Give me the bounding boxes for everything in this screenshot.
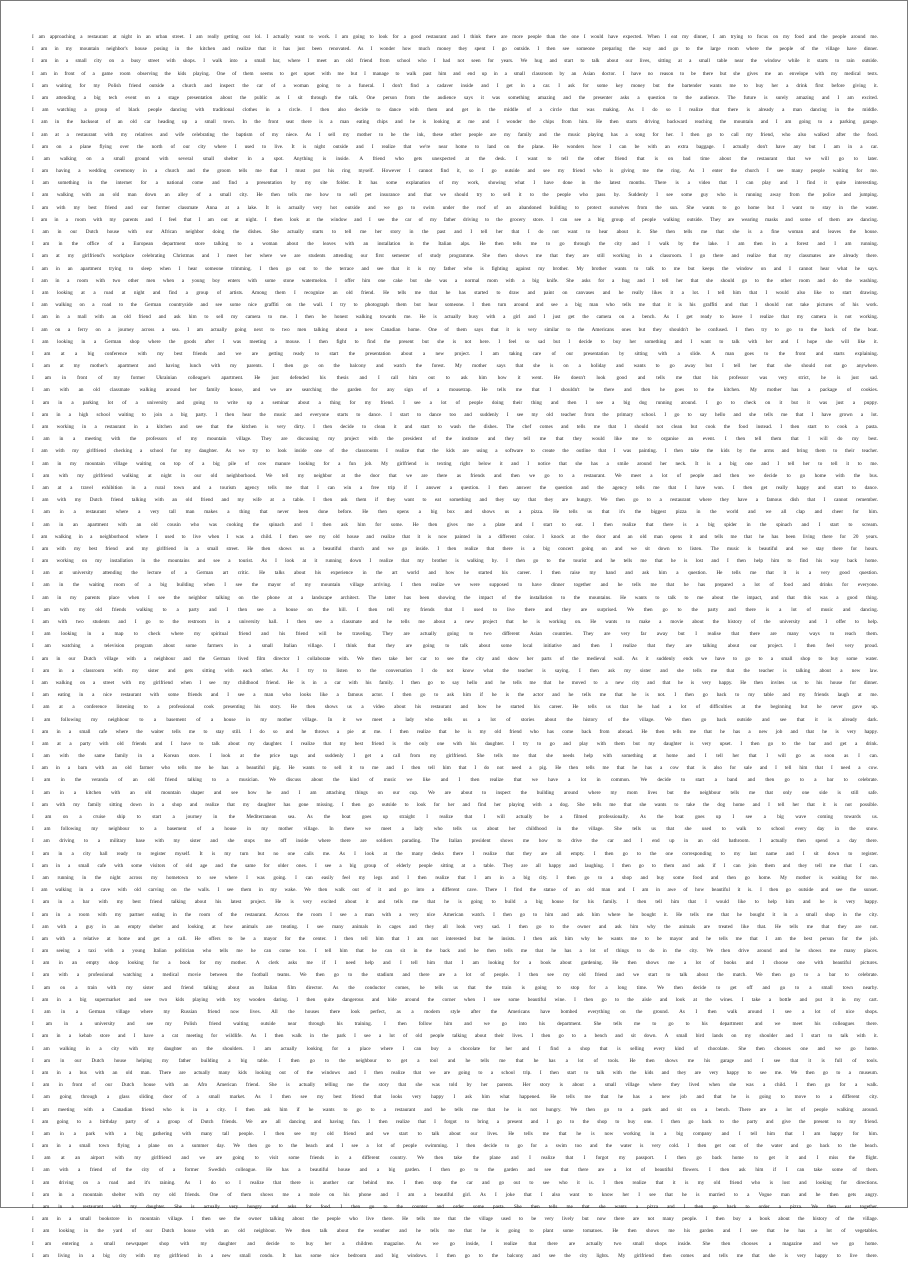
text-line: I am in a room with my parents and I feel that I am out at night. I then look at the window and I see the car of my father driving to the grocery store. I can see a big group of people walking outside. They are wearing masks and some of them are dancing. (32, 216, 878, 223)
text-line: I am waiting for my Polish friend outside a church and inspect the car of a woman going to a funeral. I don't find a cadaver inside and I get in a car. I ask for some key money but the bartender wants me to buy her a drink first before giving it. (32, 82, 878, 89)
text-line: I am in our Dutch house with our African neighbor doing the dishes. She actually starts to tell me her story in the past and I tell her that I do not want to hear about it. She then tells me that she is a fine woman and leaves the house. (32, 229, 878, 235)
text-line: I am in the backseat of an old car heading up a small town. In the front seat there is a man eating chips and he is looking at me and I wonder the chips from him. He then starts driving backward reaching the mountain and I am going to a parking garage. (32, 119, 878, 126)
text-line: I am on a train with my sister and friend talking about an Italian film director. As the conductor comes, he tells us that the train is going to stop for a long time. We then decide to get off and go to a small town nearby. (32, 984, 878, 991)
text-line: I am with my best friend and our former classmate Anna at a lake. It is actually very hot outside and we go to swim under the roof of an abandoned building to protect ourselves from the sun. She wants to go home but I want to stay in the water. (32, 204, 878, 211)
text-line: I am looking in a German shop where the goods after I was meeting a mouse. I then fight to find the present but she is not here. I feel so sad but I decide to buy her something and I want to talk with her and I hope she will like it. (32, 338, 878, 345)
text-line: I am in front of a game room observing the kids playing. One of them seems to get upset with me but I manage to walk past him and end up in a small classroom by an Asian doctor. I have no reason to be there but she gives me an envelope with my medical tests. (32, 70, 878, 77)
text-line: I am watching a television program about some farmers in a small Italian village. I think that they are going to talk about some local initiative and then I realize that they are talking about our project. I then feel very proud. (32, 643, 878, 650)
text-line: I am in an apartment with an old cousin who was cooking the spinach and I then ask him for some. He then gives me a plate and I start to eat. I then realize that there is a big spider in the spinach and I start to scream. (32, 521, 878, 528)
text-line: I am in a restaurant with my daughter. She is actually very hungry and asks for food. I then go to the counter and order some pasta. She then tells me that she wants a pizza and I then go back to order a pizza. We then eat together. (32, 1204, 878, 1210)
text-line: I am with a friend of the city of a former Swedish colleague. He has a beautiful house and a big garden. I then go to the garden and see that there are a lot of beautiful flowers. I then ask him if I can take some of them. (32, 1167, 878, 1174)
text-line: I am on a ferry on a journey across a sea. I am actually going next to two men talking about a new Canadian home. One of them says that it is very similar to the Americans ones but they shouldn't be confused. I then try to go to the back of the boat. (32, 326, 878, 333)
text-line: I am attending a big tech event on a stage presentation about the public as I sit through the talk. One person from the audience says it was something amazing and the presenter asks a question to the audience. The future is surely amazing and I am excited. (32, 94, 878, 101)
text-line: I am in a German village where my Russian friend now lives. All the houses there look perfect, as a modern style after the Americans have bombed everything on the ground. As I then walk around I see a lot of nice shops. (32, 1009, 878, 1015)
text-line: I am following my neighbour to a basement of a house in my mother village. In there we meet a lady who tells us about her childhood in the village. She tells us that she used to walk to school every day in the snow. (32, 826, 878, 833)
text-line: I am with my old friends walking to a party and I then see a house on the hill. I then tell my friends that I used to live there and they are surprised. We then go to the party and there is a lot of music and dancing. (32, 606, 878, 613)
text-line: I am on a cruise ship to start a journey in the Mediterranean sea. As the boat goes up straight I realize that I will actually be a filmed professionally. As the boat goes up I see a big wave coming towards us. (32, 814, 878, 820)
text-line: I am walking in a city with my daughter on the shoulders. I am actually looking for a place where I can buy a chocolate for her and I find a shop that is selling every kind of chocolate. She then chooses one and we go home. (32, 1045, 878, 1052)
text-line: I am in a room with my partner eating in the room of the restaurant. Across the room I see a man with a very nice American watch. I then go to him and ask him where he bought it. He tells me that he bought it in a small shop in the city. (32, 911, 878, 918)
text-line: I am entering a small newspaper shop with my daughter and decide to buy her a children magazine. As we go inside, I realize that there are actually two small shops inside. She then chooses a magazine and we go home. (32, 1240, 878, 1247)
text-line: I am in an empty shop looking for a book for my mother. A clerk asks me if I need help and I tell him that I am looking for a book about gardening. He then shows me a lot of books and I choose one with beautiful pictures. (32, 960, 878, 967)
text-line: I am in my mountain village waiting on top of a big pile of cow manure looking for a fun job. My girlfriend is texting right below it and I notice that she has a smile around her neck. It is a big one and I tell her to tell it to me. (32, 460, 878, 467)
text-line: I am in a small city on a busy street with shops. I walk into a small bar, where I meet an old friend from school who I had not seen for years. We hug and start to talk about our lives, sitting at a small table near the window while it starts to rain outside. (32, 58, 878, 65)
text-line: I am in a kitchen with an old mountain shaper and see how he and I am attaching things on our cup. We are about to inspect the building around where my mom lives but the neighbour tells me that only one side is still safe. (32, 789, 878, 796)
text-line: I am with the same family in a Korean store. I look at the price tags and suddenly I get a call from my girlfriend. She tells me that she needs help with something at home and I tell her that I will go as soon as I can. (32, 753, 878, 760)
text-line: I am with two students and I go to the restroom in a university hall. I then see a classmate and he tells me about a new project that he is working on. He wants to make a movie about the history of the university and I offer to help. (32, 619, 878, 625)
text-line: I am with my family sitting down in a shop and realize that my daughter has gone missing. I then go outside to look for her and find her playing with a dog. She tells me that she wants to take the dog home and I tell her that it is not possible. (32, 801, 878, 808)
text-line: I am walking with an old man down an alley of a small city. He then tells me how to sell pet insurance and that we should try to sell it to the people who pass by. Suddenly I see some guy who is running away from the police and jumping. (32, 192, 878, 199)
text-line: I am in a restaurant where a very tall man makes a thing that never been done before. He then opens a big box and shows us a pizza. He tells us that it's the biggest pizza in the world and we all clap and cheer for him. (32, 509, 878, 516)
text-line: I am at university attending the lecture of a German art critic. He talks about his experience in the art world and how he started his career. I then raise my hand and ask him a question. He tells me that it is a very good question. (32, 570, 878, 577)
text-line: I am in the office of a European department store talking to a woman about the leaves with an installation in the Italian alps. He then tells me to go through the city and I walk by the lake. I am then in a forest and I am running. (32, 241, 878, 248)
text-line: I am in a big supermarket and see two kids playing with toy wooden daring. I then quite dangerous and hide around the corner when I see some beautiful wine. I then go to the aisle and look at the wines. I take a bottle and put it in my cart. (32, 996, 878, 1003)
text-line: I am looking in the yard of our Dutch house with an old neighbour. We then talk about the weather and he tells me that he is going to plant some tomatoes. He then shows me his garden and I see that he has a lot of vegetables. (32, 1228, 878, 1235)
text-line: I am with my best friend and my girlfriend in a small street. He then shows us a beautiful church and we go inside. I then realize that there is a big concert going on and we sit down to listen. The music is beautiful and we stay there for hours. (32, 545, 878, 552)
text-line: I am with an old classmate walking around her family house, and we are searching the garden for any sign of a mousetrap. He tells me that I shouldn't be there and then he goes to the kitchen. My mother has a package of cookies. (32, 387, 878, 394)
text-line: I am in a park with a big gathering with many tall people. I then see my old friend and we start to talk about our lives. He tells me that he is now working in a big company and I tell him that I am happy for him. (32, 1130, 878, 1137)
text-line: I am at my girlfriend's workplace celebrating Christmas and I meet her where we are students attending our first semester of study programme. She then shows me that they are still working in a classroom. I go there and realize that my classmates are already there. (32, 253, 878, 260)
text-line: I am with a relative at home and get a call. He offers to be a mayor for the center. I then tell him that I am not interested but he insists. I then ask him why he wants me to be mayor and he tells me that I am the best person for the job. (32, 935, 878, 942)
text-line: I am in a mall with an old friend and ask him to sell my camera to me. I then be honest walking towards me. He is actually busy with a girl and I just get the camera on a bench. As I get ready to leave I realize that my camera is not working. (32, 314, 878, 321)
text-line: I am in a classroom with my sister and gets sitting with each other. As I try to listen to the conversation I do not know what the teacher is saying. I then ask my sister and she tells me that the teacher is talking about a new law. (32, 667, 878, 674)
text-line: I am walking on a road to the German countryside and see some nice graffiti on the wall. I try to photograph them but hear someone. I then turn around and see a big man who tells me that it is his graffiti and that I should not take pictures of his work. (32, 302, 878, 309)
text-line: I am in a room with two other men when a young boy enters with some stone watermelon. I offer him one cake but she was a normal mom with a big knife. She asks for a hug and I tell her that she should go to the other room and do the washing. (32, 277, 878, 284)
text-line: I am in my mountain neighbor's house posing in the kitchen and realize that it has just been renovated. As I wonder how much money they spent I go outside. I then see someone preparing the way and go to the large room where the people of the village have dinner. (32, 46, 878, 53)
text-line: I am at an airport with my girlfriend and we are going to visit some friends in a different country. We then take the plane and I realize that I forgot my passport. I then go back home to get it and I miss the flight. (32, 1155, 878, 1162)
text-line: I am in front of my former Ukrainian colleague's apartment. He just defended his thesis and I call him out to ask him how it went. He doesn't look good and tells me that his professor was very strict, he is just sad. (32, 375, 878, 382)
text-line: I am working on my installation in the mountains and see a tourist. As I look at it running down I realize that my brother is walking by. I then go to the tourist and he tells me that he is lost and I then help him to find his way back home. (32, 558, 878, 565)
text-line: I am living in a big city with my girlfriend in a new small condo. It has some nice bedroom and big windows. I then go to the balcony and see the city lights. My girlfriend then comes and tells me that she is very happy to live there. (32, 1252, 878, 1259)
text-line: I am following my neighbour to a basement of a house in my mother village. In it we meet a lady who tells us a lot of stories about the history of the village. We then go back outside and see that it is already dark. (32, 716, 878, 723)
text-line: I am at a big conference with my best friends and we are getting ready to start the presentation about a new project. I am taking care of our presentation by sitting with a slide. A man goes to the front and starts explaining. (32, 350, 878, 357)
text-line: I am in our Dutch village with a neighbour and the German lived film director I collaborate with. We then take her car to see the city and show her parts of the medieval wall. As it suddenly ends we have to go to a small shop to buy some water. (32, 655, 878, 662)
text-line: I am in a bar with my best friend talking about his latest project. He is very excited about it and tells me that he is going to build a big house for his family. I then tell him that I would like to help him and he is very happy. (32, 899, 878, 906)
text-line: I am driving on a road and it's raining. As I do so I realize that there is another car behind me. I then stop the car and go out to see who it is. I then realize that it is my old friend who is lost and looking for directions. (32, 1179, 878, 1186)
text-line: I am having a wedding ceremony in a church and the groom tells me that I must put his ring myself. However I cannot find it, so I go outside and see my friend who is giving me the ring. As I enter the church I see many people waiting for me. (32, 168, 878, 175)
text-line: I am at my mother's apartment and having lunch with my parents. I then go on the balcony and watch the forest. My mother says that she is on a holiday and wants to go away but I tell her that she should not go anywhere. (32, 363, 878, 370)
text-line: I am with a professional watching a medical movie between the football teams. We then go to the stadium and there are a lot of people. I then see my old friend and we start to talk about the match. We then go to a bar to celebrate. (32, 972, 878, 979)
text-line: I am in a small cafe where the waiter tells me to stay still. I do so and he throws a pie at me. I then realize that he is my old friend who has come back from abroad. He then tells me that he has a new job and that he is very happy. (32, 728, 878, 735)
text-line: I am on a plane flying over the north of our city where I used to live. It is night outside and I realize that we're near home to land on the plane. He wonders how I can be with an extra baggage. I actually don't have any but I am in a car. (32, 143, 878, 150)
text-line: I am in a bus with an old man. There are actually many kids looking out of the windows and I then realize that we are going to a school trip. I then start to talk with the kids and they are very happy to see me. We then go to a museum. (32, 1069, 878, 1076)
text-line: I am in a university and see my Polish friend waiting outside near through his training. I then follow him and we go into his department. She tells me to go to his department and we meet his colleagues there. (32, 1021, 878, 1028)
dream-journal-text (32, 31, 878, 1262)
text-line: I am running in the night across my hometown to see where I was going. I can easily feel my legs and I then realize that I am in a big city. I then go to a shop and buy some food and then go home. My mother is waiting for me. (32, 874, 878, 881)
text-line: I am in the veranda of an old friend talking to a musician. We discuss about the kind of music we like and I then realize that we have a lot in common. We decide to start a band and then go to a bar to celebrate. (32, 777, 878, 784)
text-line: I am in a high school waiting to join a big party. I then hear the music and everyone starts to dance. I start to dance too and suddenly I see my old teacher from the primary school. I go to say hello and she tells me that I have grown a lot. (32, 411, 878, 418)
text-line: I am seeing a taxi with a young Italian politician who tells me he can come too. I tell him that he can sit in the back and he then tells me that he has a lot of things to do in the city. We then drive around and he shows me many places. (32, 948, 878, 955)
text-line: I am with my girlfriend walking at night in our old neighborhood. We tell my neighbor at the door that we are there as friends and then we go to a restaurant. We meet a lot of people and then we decide to go home with the bus. (32, 472, 878, 479)
text-line: I am going through a glass sliding door of a small market. As I then see my best friend that looks very happy I ask him what happened. He tells me that he has a new job and that he is going to move to a different city. (32, 1094, 878, 1101)
text-line: I am watching a group of black people dancing with traditional clothes in a circle. I then also decide to dance with them and get in the middle of a circle that was making. As I do so I realize that there is already a man dancing in the middle. (32, 107, 878, 114)
text-line: I am with my Dutch friend talking with an old friend and my wife at a table. I then ask them if they want to eat something and they say that they are hungry. We then go to a restaurant where they have a famous dish that I cannot remember. (32, 497, 878, 504)
text-line: I am walking in a neighborhood where I used to live when I was a child. I then see my old house and realize that it is now painted in a different color. I knock at the door and an old man opens it and tells me that he has been living there for 20 years. (32, 533, 878, 540)
text-line: I am eating in a nice restaurant with some friends and I see a man who looks like a famous actor. I then go to ask him if he is the actor and he tells me that he is not. I then go back to my table and my friends laugh at me. (32, 692, 878, 699)
text-line: I am something in the internet for a national come and find a presentation by my site folder. It has some explanation of my work, showing what I have done in the latest months. There is a video that I can play and I find it quite interesting. (32, 180, 878, 187)
text-line: I am in a barn with an old farmer who tells me he has a beautiful pig. He wants to sell it to me and I then tell him that I do not need a pig. He then tells me that he has a cow that is also for sale and I tell him that I need a cow. (32, 765, 878, 772)
text-line: I am at a travel exhibition in a rural town and a tourism agency tells me that I can win a free trip if I answer a question. I then answer the question and the agency tells me that I have won. I then get really happy and start to dance. (32, 484, 878, 491)
text-line: I am in a city hall ready to register myself. It is my turn but no one calls me. As I look at the many desks there I realize that they are all empty. I then go to the one corresponding to my last name and I sit down to register. (32, 850, 878, 857)
text-line: I am walking on a small ground with several small shelter in a spot. Anything is inside. A friend who gets unexpected at the desk. I want to tell the other friend that is on bad time about the restaurant that we will go to later. (32, 155, 878, 162)
text-line: I am in a kebab store and I have a cat meeting for wildlife. As I then walk in the park I see a lot of old people talking about their lives. I then go to a bench and sit down. A small bird lands on my shoulder and I start to talk with it. (32, 1033, 878, 1040)
text-line: I am approaching a restaurant at night in an urban street. I am really getting out lol. I actually want to work. I am going to look for a good restaurant and I think there are more people than the one I would have expected. When I eat my dinner, I am trying to focus on my food and the people around me. (32, 34, 878, 40)
text-line: I am at a restaurant with my relatives and wife celebrating the baptism of my niece. As I sell my mother to be the ink, these other people are my family and the music playing has a song for her. I then go to call my friend, who also walked after the food. (32, 131, 878, 138)
text-line: I am with my girlfriend checking a school for my daughter. As we try to look inside one of the classrooms I realize that the kids are using a software to create the outline that I was painting. I then take the kids by the arms and bring them to their teacher. (32, 448, 878, 455)
text-line: I am in a small bookstore in mountain village. I then see the owner talking about the people who live there. He tells me that the village used to be very lively but now there are not many people. I then buy a book about the history of the village. (32, 1216, 878, 1223)
text-line: I am at a party with old friends and I have to talk about my daughter. I realize that my best friend is the only one with his daughter. I try to go and play with them but my daughter is very upset. I then go to the bar and get a drink. (32, 740, 878, 747)
text-line: I am in a meeting with the professors of my mountain village. They are discussing my project with the president of the institute and they tell me that they would like me to organise an event. I then tell them that I will do my best. (32, 436, 878, 443)
text-line: I am in a mountain shelter with my old friends. One of them shows me a mole on his phone and I am a beautiful girl. As I joke that I also want to know her I see that he is married to a Vogue man and he then gets angry. (32, 1191, 878, 1198)
text-line: I am in a parking lot of a university and going to write up a seminar about a thing for my friend. I see a lot of people doing their thing and then I see a big dog running around. I go to check on it but it was just a puppy. (32, 399, 878, 406)
text-line: I am driving to a military base with my sister and she stops me off inside where there are soldiers parading. The Italian president shows me how to drive the car and I end up in an old bathroom. I actually then spend a day there. (32, 838, 878, 845)
text-line: I am walking in a cave with old carving on the walls. I see them in my wake. We then walk out of it and go into a different cave. There I find the statue of an old man and I am in awe of how beautiful it is. I then go outside and see the sunset. (32, 887, 878, 894)
text-line: I am going to a birthday party of a group of Dutch friends. We are all dancing and having fun. I then realize that I forgot to bring a present and I go to the shop to buy one. I then go back to the party and give the present to my friend. (32, 1118, 878, 1125)
text-line: I am meeting with a Canadian friend who is in a city. I then ask him if he wants to go to a restaurant and he tells me that he is not hungry. We then go to a park and sit on a bench. There are a lot of people walking around. (32, 1106, 878, 1113)
text-line: I am walking on a street with my girlfriend when I see my childhood friend. He is in a car with his family. I then go to say hello and he tells me that he moved to a new city and that he is very happy. He then invites us to his house for dinner. (32, 679, 878, 686)
text-line: I am in my parents place when I see the neighbor talking on the phone at a landscape architect. The latter has been showing the impact of the installation to the mountains. He wants to talk to me about the impact, and that this was a good thing. (32, 594, 878, 601)
text-line: I am at a conference listening to a professional cook presenting his story. He then shows us a video about his restaurant and how he started his career. He tells us that he had a lot of difficulties at the beginning but he never gave up. (32, 704, 878, 711)
text-line: I am in a small cafe with some visitors of old age and the same for older ones. I see a big group of elderly people sitting at a table. They are all happy and laughing. I then go to them and ask if I can join them and they tell me that I can. (32, 862, 878, 869)
text-line: I am looking at a road at night and find a group of artists. Among them I recognize an old friend. He tells me that he has started to draw and paint on canvases and he really likes it a lot. I tell him that I would also like to start drawing. (32, 289, 878, 296)
text-line: I am in an apartment trying to sleep when I hear someone trimming. I then go out to the terrace and see that it is my father who is fighting against my brother. My brother wants to talk to me but keeps the window on and I cannot hear what he says. (32, 265, 878, 272)
text-line: I am in front of our Dutch house with an Afro American friend. She is actually telling me the story that she was told by her parents. Her story is about a small village where they lived when she was a child. I then go for a walk. (32, 1082, 878, 1089)
text-line: I am in a small town flying a plane on a summer day. We then go to the beach and I see a lot of people swimming. I then decide to go for a swim too and the water is very cold. I then get out of the water and go back to the beach. (32, 1143, 878, 1150)
text-line: I am looking in a map to check where my spiritual friend and his friend will be traveling. They are actually going to two different Asian countries. They are very far away but I realise that there are many ways to reach them. (32, 631, 878, 638)
text-line: I am with a guy in an empty shelter and looking at how animals are treating. I see many animals in cages and they all look very sad. I then go to the owner and ask him why the animals are treated like that. He tells me that they are not. (32, 923, 878, 930)
text-line: I am in the waiting room of a big building when I see the mayor of my mountain village arriving. I then realize we were supposed to have dinner together and he tells me that he has prepared a lot of food and drinks for everyone. (32, 582, 878, 589)
text-line: I am working in a restaurant in a kitchen and see that the kitchen is very dirty. I then decide to clean it and start to wash the dishes. The chef comes and tells me that I should not clean but cook the food instead. I then start to cook a pasta. (32, 424, 878, 430)
text-line: I am in our Dutch house helping my father building a big table. I then go to the neighbour to get a tool and he tells me that he has a lot of tools. He then shows me his garage and I see that it is full of tools. (32, 1057, 878, 1064)
